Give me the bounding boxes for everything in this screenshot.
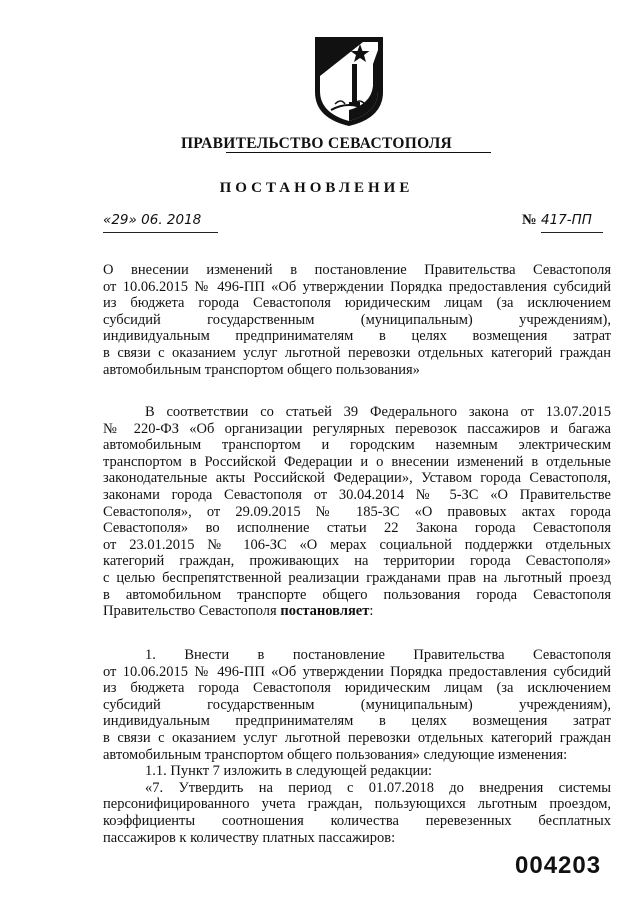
resolves-keyword: постановляет	[280, 603, 370, 620]
title-line: субсидий государственным (муниципальным) учреждениям),	[103, 311, 611, 328]
item-7-line: персонифицированного учета граждан, пользующихся льготным проездом,	[103, 796, 611, 813]
preamble-closing-text: Правительство Севастополя	[103, 603, 281, 620]
preamble-line: в автомобильном транспорте общего пользования города Севастополя	[103, 586, 611, 603]
preamble-paragraph	[103, 404, 611, 620]
item-1-line: от 10.06.2015 № 496-ПП «Об утверждении Порядка предоставления субсидий	[103, 663, 611, 680]
title-line: от 10.06.2015 № 496-ПП «Об утверждении Порядка предоставления субсидий	[103, 278, 611, 295]
item-7-line: пассажиров к количеству платных пассажиров:	[103, 829, 396, 846]
sevastopol-coat-of-arms-icon	[311, 34, 387, 128]
item-1-line: 1. Внести в постановление Правительства Севастополя	[145, 647, 611, 663]
item-7-line: коэффициенты соотношения количества перевезенных бесплатных	[103, 812, 611, 829]
preamble-line: В соответствии со статьей 39 Федерального закона от 13.07.2015	[145, 404, 611, 420]
date-prefix: «	[103, 212, 112, 228]
item-1-line: в связи с оказанием услуг льготной перевозки отдельных категорий граждан	[103, 729, 611, 746]
date-day: 29	[111, 212, 129, 228]
date-rest: » 06. 2018	[128, 212, 202, 228]
item-1-line: субсидий государственным (муниципальным) учреждениям),	[103, 696, 611, 713]
preamble-closing-line	[103, 603, 611, 620]
preamble-line: автомобильным транспортом и городским наземным электрическим	[103, 437, 611, 454]
preamble-line: законодательные акты Российской Федерации», Уставом города Севастополя,	[103, 470, 611, 487]
form-serial-number: 004203	[515, 852, 602, 879]
coat-of-arms	[311, 34, 387, 128]
document-title	[103, 262, 611, 378]
document-date	[103, 212, 218, 233]
item-7-line: «7. Утвердить на период с 01.07.2018 до внедрения системы	[145, 779, 611, 796]
preamble-line: Севастополя» во исполнение статьи 22 Закона города Севастополя	[103, 520, 611, 537]
preamble-closing-colon: :	[369, 603, 374, 620]
document-number-value: 417-ПП	[541, 212, 603, 233]
title-line: из бюджета города Севастополя юридическим лицам (за исключением	[103, 295, 611, 312]
organization-underline	[226, 152, 491, 153]
item-1-1-line: 1.1. Пункт 7 изложить в следующей редакции:	[145, 763, 433, 780]
item-1-line: из бюджета города Севастополя юридическим лицам (за исключением	[103, 680, 611, 697]
preamble-line: транспортом в Российской Федерации и о внесении изменений в отдельные	[103, 453, 611, 470]
title-line: автомобильным транспортом общего пользования»	[103, 361, 420, 378]
title-line: индивидуальным предпринимателям в целях возмещения затрат	[103, 328, 611, 345]
document-type-heading: ПОСТАНОВЛЕНИЕ	[219, 180, 414, 196]
preamble-line: Севастополя», от 29.09.2015 № 185-ЗС «О правовых актах города	[103, 503, 611, 520]
document-number-label: №	[522, 212, 537, 228]
preamble-line: законами города Севастополя от 30.04.2014 № 5-ЗС «О Правительстве	[103, 486, 611, 503]
preamble-line: от 23.01.2015 № 106-ЗС «О мерах социальной поддержки отдельных	[103, 536, 611, 553]
preamble-line: с целью беспрепятственной реализации гражданами прав на льготный проезд	[103, 569, 611, 586]
preamble-line: категорий граждан, проживающих на территории города Севастополя»	[103, 553, 611, 570]
item-1-paragraph	[103, 647, 611, 846]
title-line: О внесении изменений в постановление Правительства Севастополя	[103, 262, 611, 278]
title-line: в связи с оказанием услуг льготной перевозки отдельных категорий граждан	[103, 344, 611, 361]
item-1-line: автомобильным транспортом общего пользования» следующие изменения:	[103, 746, 568, 763]
item-1-line: индивидуальным предпринимателям в целях возмещения затрат	[103, 713, 611, 730]
preamble-line: № 220-ФЗ «Об организации регулярных перевозок пассажиров и багажа	[103, 420, 611, 437]
organization-name: ПРАВИТЕЛЬСТВО СЕВАСТОПОЛЯ	[180, 135, 453, 152]
